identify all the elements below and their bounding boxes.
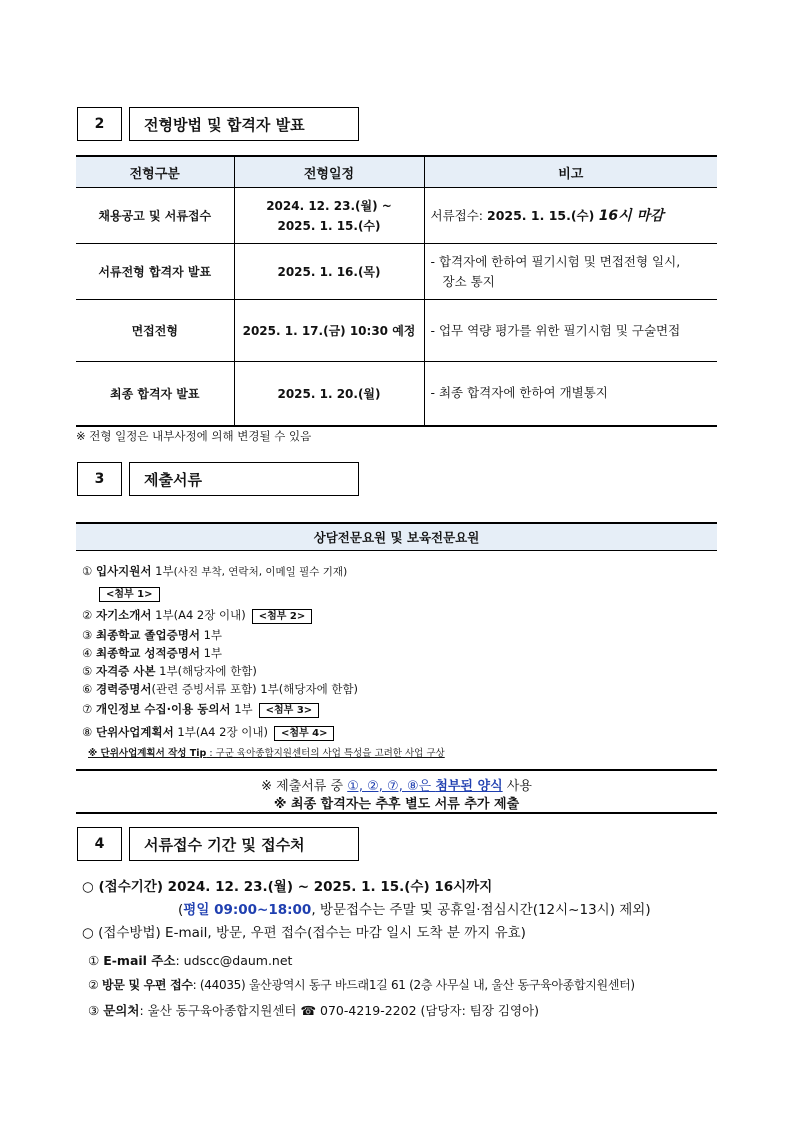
tip-label: ※ 단위사업계획서 작성 Tip (88, 748, 207, 759)
item-number: ⑥ (82, 682, 93, 696)
section-2-title: 전형방법 및 합격자 발표 (129, 107, 359, 141)
item-title: 경력증명서 (95, 682, 152, 696)
document-item (82, 607, 312, 624)
document-item (82, 681, 358, 697)
item-note: (사진 부착, 연락처, 이메일 필수 기재) (173, 566, 348, 578)
stage-cell: 면접전형 (76, 300, 234, 362)
notice-additional: ※ 최종 합격자는 추후 별도 서류 추가 제출 (273, 797, 520, 812)
item-number: ⑦ (82, 702, 93, 716)
date-line: 2025. 1. 15.(수) (277, 218, 381, 233)
section-4-number: 4 (77, 827, 122, 861)
item-detail: 1부 (230, 702, 253, 716)
item-title: 최종학교 졸업증명서 (95, 628, 200, 642)
attachment-tag: <첨부 1> (99, 587, 160, 602)
note-cell: - 최종 합격자에 한하여 개별통지 (424, 362, 717, 426)
schedule-footnote: ※ 전형 일정은 내부사정에 의해 변경될 수 있음 (76, 429, 312, 443)
item-detail: 1부(해당자에 한함) (155, 664, 257, 678)
item-number: ⑧ (82, 725, 93, 739)
table-row (76, 362, 717, 426)
note-cell: - 업무 역량 평가를 위한 필기시험 및 구술면접 (424, 300, 717, 362)
notice-top-rule (76, 769, 717, 771)
table-row (76, 300, 717, 362)
tip-text: : 구군 육아종합지원센터의 사업 특성을 고려한 사업 구상 (206, 748, 445, 759)
application-method: ○ (접수방법) E-mail, 방문, 우편 접수(접수는 마감 일시 도착 분 까지 유효) (82, 925, 526, 941)
date-cell: 2025. 1. 17.(금) 10:30 예정 (234, 300, 424, 362)
item-number: ⑤ (82, 664, 93, 678)
document-item (82, 663, 257, 679)
contact-value: : udscc@daum.net (175, 953, 293, 968)
contact-item (88, 951, 292, 969)
item-detail: 1부 (151, 564, 174, 578)
stage-cell: 채용공고 및 서류접수 (76, 188, 234, 244)
section-4-title: 서류접수 기간 및 접수처 (129, 827, 359, 861)
note-text: - 합격자에 한하여 필기시험 및 면접전형 일시, (430, 253, 681, 269)
notice-attachments (76, 775, 717, 794)
notice-forms: 첨부된 양식 (435, 779, 503, 794)
document-item (82, 724, 334, 741)
table-row (76, 244, 717, 300)
document-item (82, 645, 222, 661)
item-title: 단위사업계획서 (95, 725, 174, 739)
stage-cell: 최종 합격자 발표 (76, 362, 234, 426)
item-number: ④ (82, 646, 93, 660)
note-cell (424, 244, 717, 300)
header-stage: 전형구분 (76, 156, 234, 188)
item-title: 개인정보 수집·이용 동의서 (95, 702, 231, 716)
item-title: 자격증 사본 (95, 664, 156, 678)
section-3-number: 3 (77, 462, 122, 496)
contact-label: 방문 및 우편 접수 (101, 978, 193, 992)
date-line: 2024. 12. 23.(월) ~ (266, 198, 392, 213)
item-detail: (관련 증빙서류 포함) 1부(해당자에 한함) (151, 682, 359, 696)
item-detail: 1부 (199, 628, 223, 642)
note-date: 2025. 1. 15.(수) (487, 207, 599, 223)
date-cell: 2025. 1. 16.(목) (234, 244, 424, 300)
contact-item (88, 1001, 539, 1019)
header-date: 전형일정 (234, 156, 424, 188)
attachment-tag: <첨부 4> (274, 726, 335, 741)
contact-label: 문의처 (103, 1003, 140, 1018)
notice-text: ※ 제출서류 중 (261, 779, 348, 794)
note-cell (424, 188, 717, 244)
contact-value: : (44035) 울산광역시 동구 바드래1길 61 (2층 사무실 내, 울산 동구육아종합지원센터) (192, 978, 635, 992)
contact-number: ③ (88, 1003, 100, 1018)
item-number: ① (82, 564, 93, 578)
contact-item (88, 976, 635, 993)
section-2-number: 2 (77, 107, 122, 141)
attachment-tag: <첨부 2> (252, 609, 313, 624)
plan-tip (88, 745, 445, 759)
document-item (82, 563, 347, 579)
table-header-row (76, 156, 717, 188)
contact-value: : 울산 동구육아종합지원센터 ☎ 070-4219-2202 (담당자: 팀장 김영아) (139, 1003, 540, 1018)
item-title: 최종학교 성적증명서 (95, 646, 200, 660)
application-hours (178, 898, 651, 918)
attachment-tag: <첨부 3> (259, 703, 320, 718)
item-number: ② (82, 608, 93, 622)
note-text: 서류접수: (430, 207, 487, 223)
note-text: 장소 통지 (442, 273, 495, 289)
section-3-title: 제출서류 (129, 462, 359, 496)
item-detail: 1부 (199, 646, 223, 660)
hours-paren: ( (178, 902, 184, 918)
document-item (82, 701, 319, 718)
schedule-table (76, 155, 717, 427)
attachment-tag-1 (99, 582, 160, 602)
item-detail: 1부(A4 2장 이내) (151, 608, 246, 622)
header-note: 비고 (424, 156, 717, 188)
document-item (82, 627, 222, 643)
table-row (76, 188, 717, 244)
documents-box-header: 상담전문요원 및 보육전문요원 (76, 522, 717, 551)
hours-exclusion: , 방문접수는 주말 및 공휴일·점심시간(12시~13시) 제외) (311, 902, 651, 918)
note-deadline: 16시 마감 (598, 207, 664, 224)
contact-number: ① (88, 953, 100, 968)
item-number: ③ (82, 628, 93, 642)
item-title: 입사지원서 (95, 564, 152, 578)
notice-text: 사용 (502, 779, 532, 794)
stage-cell: 서류전형 합격자 발표 (76, 244, 234, 300)
date-cell: 2025. 1. 20.(월) (234, 362, 424, 426)
notice-bottom-rule (76, 812, 717, 814)
notice-numbers: ①, ②, ⑦, ⑧은 (347, 779, 436, 794)
contact-label: E-mail 주소 (103, 953, 176, 968)
item-detail: 1부(A4 2장 이내) (173, 725, 268, 739)
weekday-hours: 평일 09:00~18:00 (183, 902, 312, 918)
item-title: 자기소개서 (95, 608, 152, 622)
date-cell (234, 188, 424, 244)
contact-number: ② (88, 978, 99, 992)
application-period: ○ (접수기간) 2024. 12. 23.(월) ~ 2025. 1. 15.(수) 16시까지 (82, 879, 493, 895)
